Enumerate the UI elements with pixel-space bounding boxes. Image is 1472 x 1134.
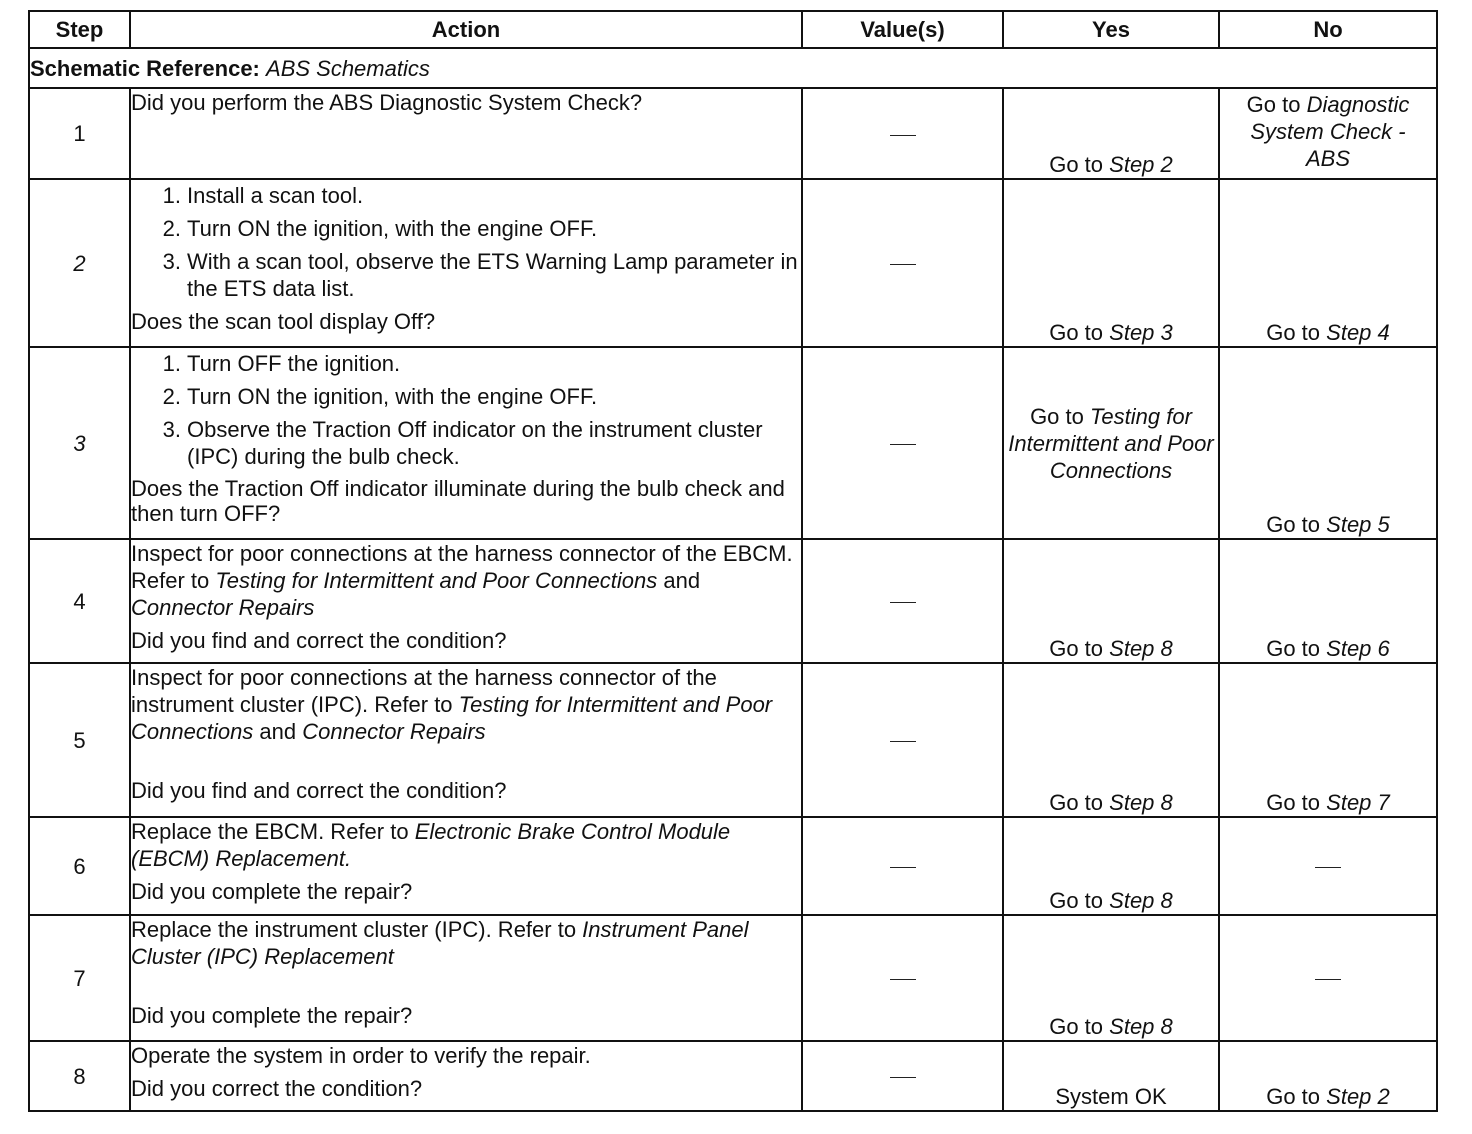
dash-mark bbox=[890, 602, 916, 603]
no-link[interactable]: Diagnostic System Check - ABS bbox=[1250, 92, 1410, 171]
reference-link[interactable]: Connector Repairs bbox=[131, 595, 315, 620]
procedure-list bbox=[131, 182, 801, 302]
no-cell[interactable] bbox=[1219, 539, 1437, 663]
no-go-to: Go to bbox=[1246, 92, 1301, 117]
action-cell bbox=[130, 347, 802, 539]
table-row bbox=[29, 347, 1437, 539]
header-values: Value(s) bbox=[802, 11, 1003, 48]
yes-go-to: Go to bbox=[1049, 790, 1104, 815]
step-number: 7 bbox=[29, 915, 130, 1041]
no-go-to: Go to bbox=[1266, 636, 1321, 661]
table-row bbox=[29, 915, 1437, 1041]
table-row bbox=[29, 179, 1437, 347]
table-row bbox=[29, 817, 1437, 915]
step-number: 4 bbox=[29, 539, 130, 663]
table-row bbox=[29, 1041, 1437, 1111]
list-item: 2. Turn ON the ignition, with the engine OFF. bbox=[162, 216, 598, 241]
no-link[interactable]: Step 6 bbox=[1326, 636, 1390, 661]
yes-go-to: Go to bbox=[1049, 152, 1104, 177]
action-question: Did you find and correct the condition? bbox=[131, 628, 507, 653]
value-cell bbox=[802, 915, 1003, 1041]
action-cell bbox=[130, 179, 802, 347]
no-cell[interactable] bbox=[1219, 88, 1437, 179]
dash-mark bbox=[890, 264, 916, 265]
action-cell bbox=[130, 915, 802, 1041]
action-cell bbox=[130, 663, 802, 817]
action-question: Does the scan tool display Off? bbox=[131, 309, 436, 334]
no-link[interactable]: Step 2 bbox=[1326, 1084, 1390, 1109]
step-number: 6 bbox=[29, 817, 130, 915]
dash-mark bbox=[890, 1077, 916, 1078]
no-go-to: Go to bbox=[1266, 512, 1321, 537]
dash-mark bbox=[890, 444, 916, 445]
list-item: 3. With a scan tool, observe the ETS Warning Lamp parameter in the ETS data list. bbox=[162, 249, 798, 301]
action-cell bbox=[130, 88, 802, 179]
action-cell bbox=[130, 817, 802, 915]
no-link[interactable]: Step 5 bbox=[1326, 512, 1390, 537]
header-action: Action bbox=[130, 11, 802, 48]
no-go-to: Go to bbox=[1266, 790, 1321, 815]
list-item: 2. Turn ON the ignition, with the engine OFF. bbox=[162, 384, 598, 409]
yes-link[interactable]: Testing for Intermittent and Poor Connections bbox=[1008, 403, 1214, 483]
yes-go-to: Go to bbox=[1049, 1014, 1104, 1039]
value-cell bbox=[802, 539, 1003, 663]
step-number: 5 bbox=[29, 663, 130, 817]
action-question: Did you correct the condition? bbox=[131, 1076, 423, 1101]
value-cell bbox=[802, 1041, 1003, 1111]
schematic-reference-row bbox=[29, 48, 1437, 88]
yes-cell bbox=[1003, 1041, 1219, 1111]
header-yes: Yes bbox=[1003, 11, 1219, 48]
no-cell[interactable] bbox=[1219, 179, 1437, 347]
dash-mark bbox=[890, 979, 916, 980]
dash-mark bbox=[1315, 867, 1341, 868]
list-item: 1. Install a scan tool. bbox=[162, 183, 364, 208]
yes-link[interactable]: Step 8 bbox=[1109, 790, 1173, 815]
reference-link[interactable]: Testing for Intermittent and Poor Connections bbox=[131, 692, 773, 744]
no-cell[interactable] bbox=[1219, 347, 1437, 539]
no-cell bbox=[1219, 817, 1437, 915]
reference-link[interactable]: Electronic Brake Control Module (EBCM) Replacement. bbox=[131, 819, 731, 871]
yes-link[interactable]: Step 8 bbox=[1109, 1014, 1173, 1039]
action-cell bbox=[130, 1041, 802, 1111]
step-number: 1 bbox=[29, 88, 130, 179]
procedure-list bbox=[131, 350, 801, 470]
yes-go-to: Go to bbox=[1049, 888, 1104, 913]
yes-cell[interactable] bbox=[1003, 179, 1219, 347]
step-number: 3 bbox=[29, 347, 130, 539]
table-row bbox=[29, 539, 1437, 663]
schematic-reference-link[interactable]: ABS Schematics bbox=[266, 55, 430, 81]
action-cell bbox=[130, 539, 802, 663]
yes-cell[interactable] bbox=[1003, 347, 1219, 539]
dash-mark bbox=[890, 741, 916, 742]
yes-go-to: Go to bbox=[1049, 320, 1104, 345]
no-cell bbox=[1219, 915, 1437, 1041]
step-number: 2 bbox=[29, 179, 130, 347]
reference-link[interactable]: Instrument Panel Cluster (IPC) Replacement bbox=[131, 917, 749, 969]
action-question: Did you find and correct the condition? bbox=[131, 778, 507, 803]
value-cell bbox=[802, 179, 1003, 347]
action-text: Replace the instrument cluster (IPC). Refer to Instrument Panel Cluster (IPC) Replacement bbox=[131, 917, 749, 969]
yes-cell[interactable] bbox=[1003, 88, 1219, 179]
action-text: Did you perform the ABS Diagnostic System Check? bbox=[131, 90, 643, 115]
yes-link[interactable]: Step 3 bbox=[1109, 320, 1173, 345]
value-cell bbox=[802, 88, 1003, 179]
reference-link[interactable]: Testing for Intermittent and Poor Connections bbox=[215, 568, 658, 593]
value-cell bbox=[802, 347, 1003, 539]
yes-cell[interactable] bbox=[1003, 915, 1219, 1041]
schematic-reference-label: Schematic Reference: bbox=[30, 55, 260, 81]
header-no: No bbox=[1219, 11, 1437, 48]
list-item: 1. Turn OFF the ignition. bbox=[162, 351, 401, 376]
header-step: Step bbox=[29, 11, 130, 48]
yes-link[interactable]: Step 2 bbox=[1109, 152, 1173, 177]
no-cell[interactable] bbox=[1219, 1041, 1437, 1111]
no-go-to: Go to bbox=[1266, 1084, 1321, 1109]
action-question: Did you complete the repair? bbox=[131, 1003, 413, 1028]
no-link[interactable]: Step 4 bbox=[1326, 320, 1390, 345]
reference-link[interactable]: Connector Repairs bbox=[302, 719, 486, 744]
dash-mark bbox=[890, 867, 916, 868]
action-text: Operate the system in order to verify the repair. bbox=[131, 1043, 591, 1068]
yes-link[interactable]: Step 8 bbox=[1109, 888, 1173, 913]
action-text: Inspect for poor connections at the harness connector of the EBCM. Refer to Testing for Intermittent and Poor Connections and Connector Repairs bbox=[131, 541, 793, 620]
yes-cell[interactable] bbox=[1003, 539, 1219, 663]
table-row bbox=[29, 88, 1437, 179]
header-row bbox=[29, 11, 1437, 48]
system-ok-text: System OK bbox=[1055, 1084, 1167, 1109]
dash-mark bbox=[890, 135, 916, 136]
no-link[interactable]: Step 7 bbox=[1326, 790, 1390, 815]
yes-go-to: Go to bbox=[1049, 636, 1104, 661]
value-cell bbox=[802, 817, 1003, 915]
no-cell[interactable] bbox=[1219, 663, 1437, 817]
no-go-to: Go to bbox=[1266, 320, 1321, 345]
action-question: Does the Traction Off indicator illuminate during the bulb check and then turn OFF? bbox=[131, 476, 785, 526]
yes-cell[interactable] bbox=[1003, 817, 1219, 915]
step-number: 8 bbox=[29, 1041, 130, 1111]
table-row bbox=[29, 663, 1437, 817]
dash-mark bbox=[1315, 979, 1341, 980]
list-item: 3. Observe the Traction Off indicator on the instrument cluster (IPC) during the bulb check. bbox=[162, 417, 763, 469]
schematic-reference bbox=[29, 48, 1437, 88]
action-text: Replace the EBCM. Refer to Electronic Brake Control Module (EBCM) Replacement. bbox=[131, 819, 731, 871]
yes-go-to: Go to bbox=[1030, 403, 1084, 429]
value-cell bbox=[802, 663, 1003, 817]
action-text: Inspect for poor connections at the harness connector of the instrument cluster (IPC). Refer to Testing for Intermittent and Poor Connections and Connector Repairs bbox=[131, 665, 773, 744]
yes-cell[interactable] bbox=[1003, 663, 1219, 817]
action-question: Did you complete the repair? bbox=[131, 879, 413, 904]
diagnostic-table bbox=[28, 10, 1438, 1112]
yes-link[interactable]: Step 8 bbox=[1109, 636, 1173, 661]
